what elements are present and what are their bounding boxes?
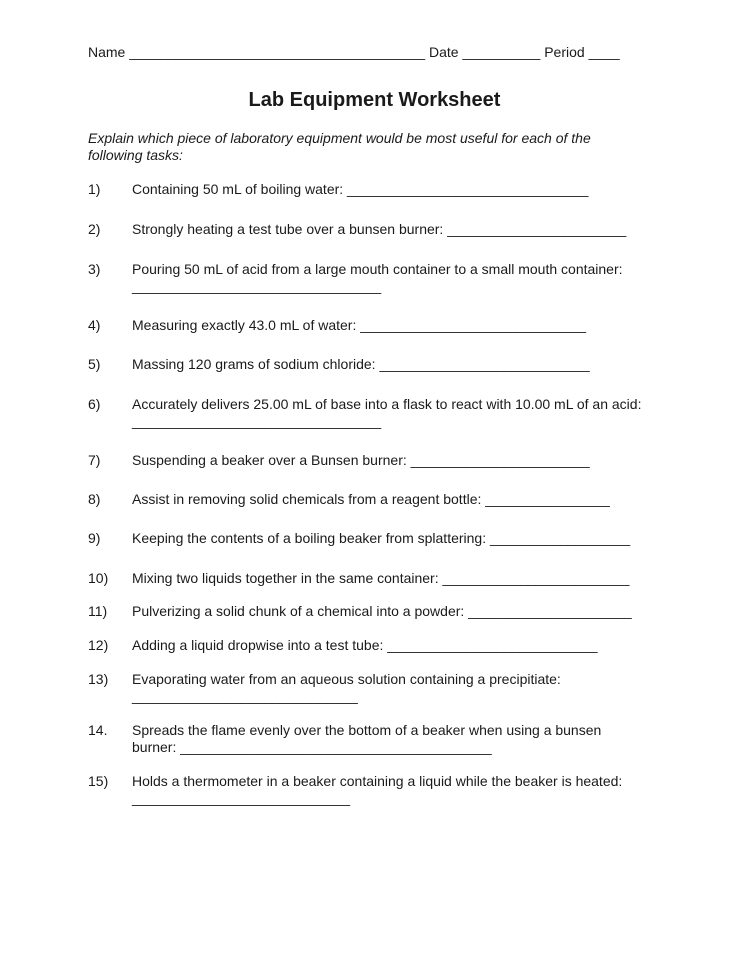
question-number: 13): [88, 671, 109, 687]
question-text: Mixing two liquids together in the same container: ________________________: [132, 570, 630, 586]
question-text: Pouring 50 mL of acid from a large mouth container to a small mouth container: ________________________________: [132, 261, 623, 294]
question-text: Adding a liquid dropwise into a test tube: ___________________________: [132, 637, 598, 653]
instructions: Explain which piece of laboratory equipment would be most useful for each of the following tasks:: [88, 130, 591, 163]
question-text: Assist in removing solid chemicals from a reagent bottle: ________________: [132, 491, 610, 507]
question-number: 3): [88, 261, 101, 277]
question-number: 8): [88, 491, 101, 507]
question-text: Measuring exactly 43.0 mL of water: _____________________________: [132, 317, 587, 333]
question-number: 15): [88, 773, 109, 789]
question-text: Holds a thermometer in a beaker containing a liquid while the beaker is heated: ____________________________: [132, 773, 623, 806]
question-number: 6): [88, 396, 101, 412]
question-number: 14.: [88, 722, 108, 738]
question-number: 4): [88, 317, 101, 333]
question-text: Keeping the contents of a boiling beaker from splattering: __________________: [132, 530, 631, 546]
question-number: 11): [88, 603, 108, 619]
question-number: 7): [88, 452, 101, 468]
question-number: 2): [88, 221, 101, 237]
header-line: Name ______________________________________ Date __________ Period ____: [88, 44, 620, 60]
page-title: Lab Equipment Worksheet: [248, 89, 501, 111]
question-text: Massing 120 grams of sodium chloride: ___________________________: [132, 356, 590, 372]
question-number: 5): [88, 356, 101, 372]
question-text: Containing 50 mL of boiling water: _______________________________: [132, 181, 589, 197]
question-number: 9): [88, 530, 101, 546]
question-text: Spreads the flame evenly over the bottom of a beaker when using a bunsen burner: ________________________________________: [132, 722, 602, 755]
question-text: Accurately delivers 25.00 mL of base into a flask to react with 10.00 mL of an acid: ________________________________: [132, 396, 642, 429]
question-number: 12): [88, 637, 109, 653]
question-text: Suspending a beaker over a Bunsen burner: _______________________: [132, 452, 590, 468]
question-number: 1): [88, 181, 101, 197]
question-number: 10): [88, 570, 109, 586]
question-text: Evaporating water from an aqueous solution containing a precipitiate: _____________________________: [132, 671, 561, 704]
question-text: Strongly heating a test tube over a bunsen burner: _______________________: [132, 221, 627, 237]
question-text: Pulverizing a solid chunk of a chemical into a powder: _____________________: [132, 603, 632, 619]
